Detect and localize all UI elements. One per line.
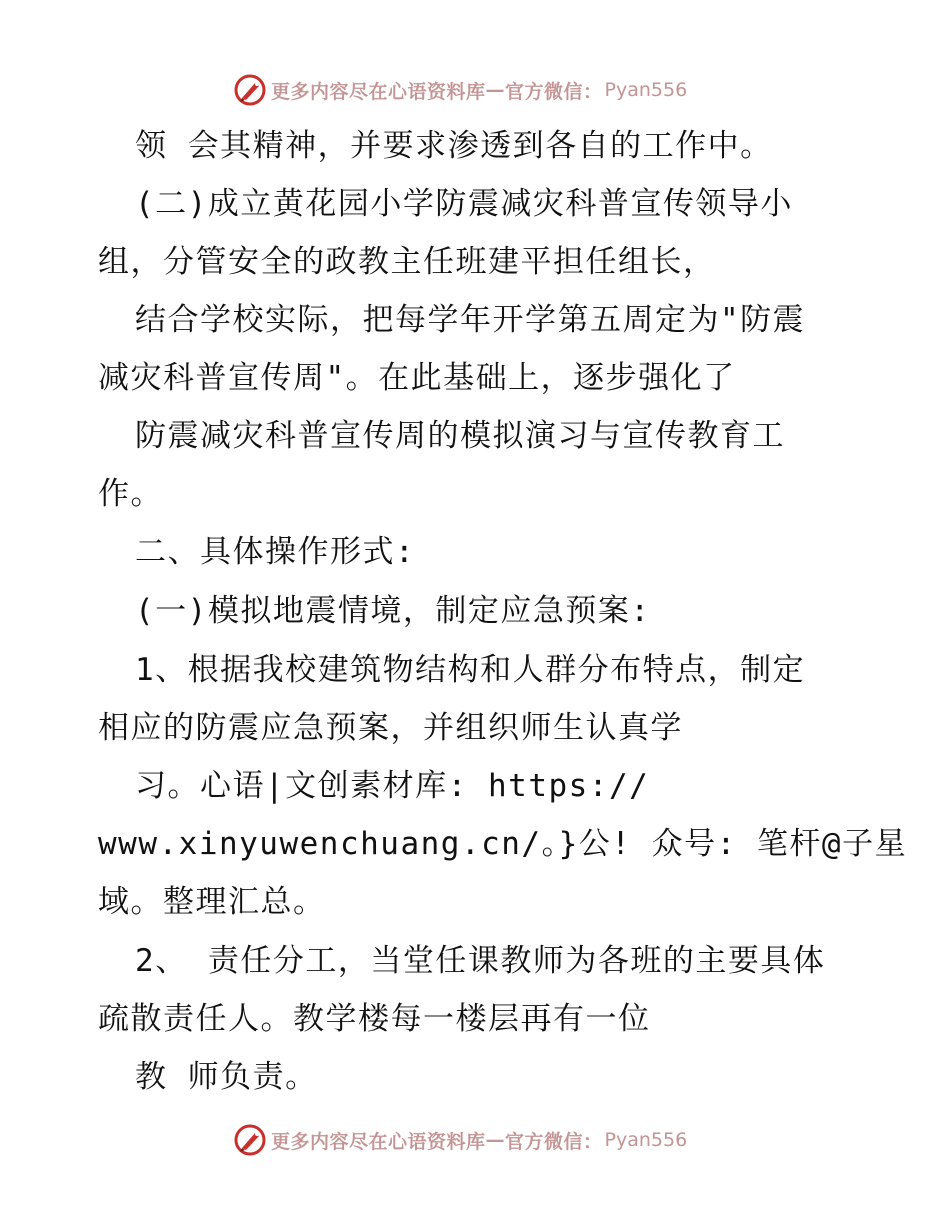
body-line-14: 域。整理汇总。 bbox=[98, 884, 326, 920]
body-line-17: 教 师负责。 bbox=[135, 1059, 318, 1095]
pen-logo-icon bbox=[233, 1123, 267, 1157]
body-line-10: 1、根据我校建筑物结构和人群分布特点，制定 bbox=[135, 652, 806, 688]
body-line-6: 防震减灾科普宣传周的模拟演习与宣传教育工 bbox=[135, 418, 785, 454]
body-line-3: 组，分管安全的政教主任班建平担任组长， bbox=[98, 244, 716, 280]
watermark-wechat-label: 官方微信： bbox=[505, 80, 603, 103]
watermark-text: 更多内容尽在心语资料库 bbox=[271, 80, 486, 103]
watermark-banner-bottom bbox=[233, 1122, 687, 1158]
body-line-2: (二)成立黄花园小学防震减灾科普宣传领导小 bbox=[135, 186, 793, 222]
body-line-8: 二、具体操作形式: bbox=[135, 534, 416, 570]
body-line-11: 相应的防震应急预案，并组织师生认真学 bbox=[98, 710, 683, 746]
body-line-9: (一)模拟地震情境，制定应急预案: bbox=[135, 593, 651, 629]
body-line-7: 作。 bbox=[98, 476, 163, 512]
pen-logo-icon bbox=[233, 73, 267, 107]
watermark-dash: — bbox=[485, 79, 506, 101]
watermark-wechat-label: 官方微信： bbox=[505, 1130, 603, 1153]
watermark-wechat-id: Pyan556 bbox=[604, 79, 688, 101]
body-line-12: 习。心语|文创素材库: https:// bbox=[135, 768, 650, 804]
watermark-wechat-id: Pyan556 bbox=[604, 1129, 688, 1151]
body-line-15: 2、 责任分工，当堂任课教师为各班的主要具体 bbox=[135, 943, 826, 979]
body-line-13: www.xinyuwenchuang.cn/。}公! 众号: 笔杆@子星 bbox=[98, 826, 908, 862]
body-line-5: 减灾科普宣传周"。在此基础上，逐步强化了 bbox=[98, 360, 736, 396]
body-line-4: 结合学校实际，把每学年开学第五周定为"防震 bbox=[135, 302, 806, 338]
body-line-16: 疏散责任人。教学楼每一楼层再有一位 bbox=[98, 1001, 651, 1037]
watermark-banner-top bbox=[233, 72, 687, 108]
body-line-1: 领 会其精神，并要求渗透到各自的工作中。 bbox=[135, 128, 773, 164]
watermark-dash: — bbox=[485, 1129, 506, 1151]
watermark-text: 更多内容尽在心语资料库 bbox=[271, 1130, 486, 1153]
